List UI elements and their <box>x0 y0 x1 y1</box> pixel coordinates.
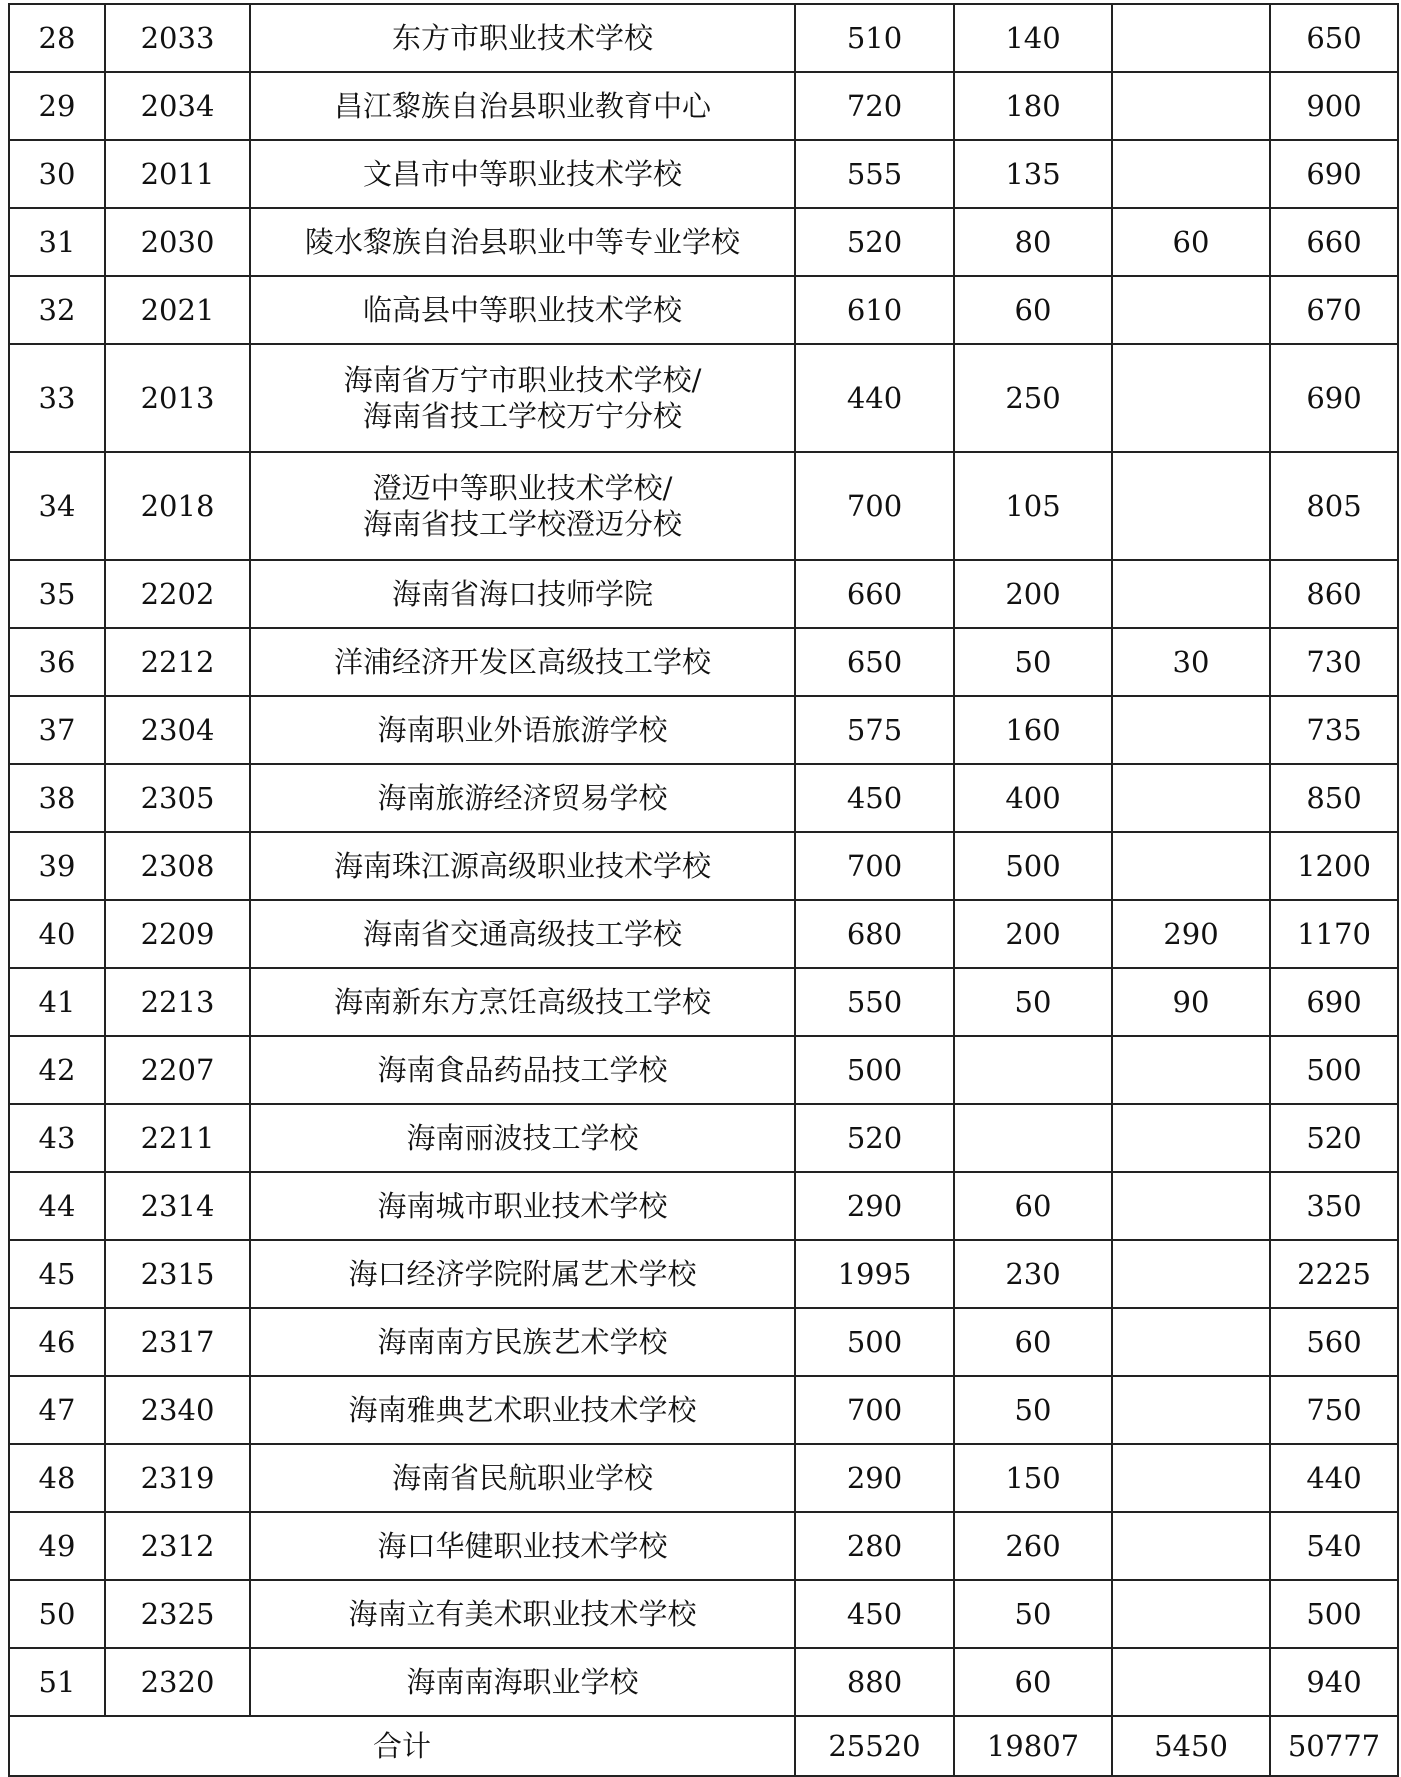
cell-total: 735 <box>1270 696 1398 764</box>
cell-value-b: 230 <box>954 1240 1112 1308</box>
table-row <box>9 968 1398 1036</box>
cell-value-b: 260 <box>954 1512 1112 1580</box>
school-name-line: 昌江黎族自治县职业教育中心 <box>333 88 711 123</box>
cell-school-code: 2013 <box>105 344 250 452</box>
cell-school-code: 2320 <box>105 1648 250 1716</box>
cell-index: 31 <box>9 208 105 276</box>
cell-value-c <box>1112 1240 1270 1308</box>
table-row <box>9 1648 1398 1716</box>
cell-value-c <box>1112 832 1270 900</box>
school-name-line: 海南省海口技师学院 <box>391 576 653 611</box>
cell-school-code: 2340 <box>105 1376 250 1444</box>
school-name-line: 海南丽波技工学校 <box>406 1120 639 1155</box>
cell-value-b: 105 <box>954 452 1112 560</box>
school-name-line: 洋浦经济开发区高级技工学校 <box>333 644 711 679</box>
enrollment-table <box>8 3 1399 1777</box>
cell-value-c <box>1112 1036 1270 1104</box>
summary-value-b: 19807 <box>954 1716 1112 1776</box>
summary-value-a: 25520 <box>795 1716 954 1776</box>
school-name-line: 海口华健职业技术学校 <box>377 1528 668 1563</box>
cell-school-name <box>250 1512 795 1580</box>
cell-school-code: 2213 <box>105 968 250 1036</box>
table-row <box>9 1036 1398 1104</box>
cell-school-name <box>250 1648 795 1716</box>
cell-value-c <box>1112 344 1270 452</box>
cell-value-b: 50 <box>954 1580 1112 1648</box>
cell-school-name <box>250 832 795 900</box>
cell-school-name <box>250 900 795 968</box>
table-row <box>9 140 1398 208</box>
table-row <box>9 1444 1398 1512</box>
cell-value-a: 450 <box>795 1580 954 1648</box>
cell-value-b: 50 <box>954 968 1112 1036</box>
school-name-line: 临高县中等职业技术学校 <box>362 292 682 327</box>
cell-index: 39 <box>9 832 105 900</box>
cell-total: 440 <box>1270 1444 1398 1512</box>
school-name-line: 海南南海职业学校 <box>406 1664 639 1699</box>
cell-index: 43 <box>9 1104 105 1172</box>
cell-school-code: 2308 <box>105 832 250 900</box>
cell-value-a: 450 <box>795 764 954 832</box>
cell-school-code: 2212 <box>105 628 250 696</box>
cell-school-name <box>250 208 795 276</box>
cell-school-name <box>250 1104 795 1172</box>
cell-value-a: 550 <box>795 968 954 1036</box>
cell-value-b: 60 <box>954 1172 1112 1240</box>
cell-value-c <box>1112 1512 1270 1580</box>
cell-total: 730 <box>1270 628 1398 696</box>
cell-value-b: 200 <box>954 560 1112 628</box>
cell-value-a: 290 <box>795 1172 954 1240</box>
cell-index: 38 <box>9 764 105 832</box>
cell-index: 40 <box>9 900 105 968</box>
cell-school-name <box>250 452 795 560</box>
cell-total: 520 <box>1270 1104 1398 1172</box>
cell-school-name <box>250 344 795 452</box>
summary-row <box>9 1716 1398 1776</box>
cell-total: 500 <box>1270 1036 1398 1104</box>
table-row <box>9 1308 1398 1376</box>
cell-total: 670 <box>1270 276 1398 344</box>
cell-index: 37 <box>9 696 105 764</box>
school-name-line: 海南食品药品技工学校 <box>377 1052 668 1087</box>
cell-index: 45 <box>9 1240 105 1308</box>
cell-school-name <box>250 1308 795 1376</box>
cell-index: 28 <box>9 4 105 72</box>
cell-value-c: 60 <box>1112 208 1270 276</box>
cell-school-code: 2033 <box>105 4 250 72</box>
table-row <box>9 764 1398 832</box>
cell-value-b: 60 <box>954 276 1112 344</box>
school-name-line: 澄迈中等职业技术学校/ <box>372 470 673 505</box>
table-row <box>9 900 1398 968</box>
cell-school-name <box>250 276 795 344</box>
cell-value-c <box>1112 4 1270 72</box>
cell-school-name <box>250 140 795 208</box>
cell-school-code: 2304 <box>105 696 250 764</box>
cell-index: 33 <box>9 344 105 452</box>
school-name-line: 海南珠江源高级职业技术学校 <box>333 848 711 883</box>
cell-value-a: 510 <box>795 4 954 72</box>
cell-value-a: 680 <box>795 900 954 968</box>
cell-value-b: 150 <box>954 1444 1112 1512</box>
cell-total: 850 <box>1270 764 1398 832</box>
cell-value-b: 200 <box>954 900 1112 968</box>
cell-total: 690 <box>1270 140 1398 208</box>
school-name-line: 海南立有美术职业技术学校 <box>348 1596 697 1631</box>
cell-value-a: 440 <box>795 344 954 452</box>
cell-value-c <box>1112 696 1270 764</box>
cell-value-c: 290 <box>1112 900 1270 968</box>
cell-value-c <box>1112 452 1270 560</box>
cell-value-b: 50 <box>954 628 1112 696</box>
cell-school-name <box>250 628 795 696</box>
cell-value-b: 160 <box>954 696 1112 764</box>
cell-school-code: 2034 <box>105 72 250 140</box>
cell-value-a: 520 <box>795 1104 954 1172</box>
cell-value-a: 500 <box>795 1308 954 1376</box>
cell-index: 51 <box>9 1648 105 1716</box>
cell-value-c <box>1112 1104 1270 1172</box>
table-row <box>9 832 1398 900</box>
table-row <box>9 4 1398 72</box>
cell-value-c <box>1112 276 1270 344</box>
cell-value-a: 520 <box>795 208 954 276</box>
school-name-line: 海南新东方烹饪高级技工学校 <box>333 984 711 1019</box>
cell-value-a: 575 <box>795 696 954 764</box>
cell-school-name <box>250 560 795 628</box>
school-name-line: 文昌市中等职业技术学校 <box>362 156 682 191</box>
cell-value-b: 400 <box>954 764 1112 832</box>
cell-school-code: 2325 <box>105 1580 250 1648</box>
cell-index: 32 <box>9 276 105 344</box>
cell-total: 750 <box>1270 1376 1398 1444</box>
cell-value-b <box>954 1036 1112 1104</box>
school-name-line: 海南省万宁市职业技术学校/ <box>343 362 702 397</box>
cell-value-b: 60 <box>954 1648 1112 1716</box>
school-name-line: 海南省技工学校澄迈分校 <box>362 507 682 541</box>
cell-index: 50 <box>9 1580 105 1648</box>
cell-index: 44 <box>9 1172 105 1240</box>
cell-index: 41 <box>9 968 105 1036</box>
cell-value-b: 80 <box>954 208 1112 276</box>
table-row <box>9 1376 1398 1444</box>
cell-value-a: 880 <box>795 1648 954 1716</box>
cell-value-a: 700 <box>795 452 954 560</box>
cell-index: 30 <box>9 140 105 208</box>
cell-school-name <box>250 72 795 140</box>
cell-value-c <box>1112 72 1270 140</box>
school-name-line: 海南城市职业技术学校 <box>377 1188 668 1223</box>
cell-value-b: 250 <box>954 344 1112 452</box>
cell-value-a: 700 <box>795 1376 954 1444</box>
cell-value-c <box>1112 140 1270 208</box>
cell-school-code: 2018 <box>105 452 250 560</box>
table-row <box>9 1512 1398 1580</box>
cell-value-a: 660 <box>795 560 954 628</box>
cell-value-b: 140 <box>954 4 1112 72</box>
cell-index: 47 <box>9 1376 105 1444</box>
cell-total: 900 <box>1270 72 1398 140</box>
cell-index: 29 <box>9 72 105 140</box>
cell-total: 1200 <box>1270 832 1398 900</box>
cell-value-b: 180 <box>954 72 1112 140</box>
school-name-line: 海南省技工学校万宁分校 <box>362 399 682 433</box>
school-name-line: 海南省交通高级技工学校 <box>362 916 682 951</box>
cell-school-code: 2319 <box>105 1444 250 1512</box>
cell-total: 350 <box>1270 1172 1398 1240</box>
table-row <box>9 344 1398 452</box>
cell-total: 2225 <box>1270 1240 1398 1308</box>
cell-total: 540 <box>1270 1512 1398 1580</box>
cell-value-c <box>1112 764 1270 832</box>
cell-value-a: 650 <box>795 628 954 696</box>
cell-school-code: 2317 <box>105 1308 250 1376</box>
cell-value-b: 135 <box>954 140 1112 208</box>
cell-school-name <box>250 1444 795 1512</box>
cell-school-code: 2207 <box>105 1036 250 1104</box>
cell-value-a: 700 <box>795 832 954 900</box>
table-row <box>9 208 1398 276</box>
table-row <box>9 560 1398 628</box>
school-name-line: 海南省民航职业学校 <box>391 1460 653 1495</box>
cell-school-code: 2312 <box>105 1512 250 1580</box>
cell-school-code: 2209 <box>105 900 250 968</box>
cell-value-a: 290 <box>795 1444 954 1512</box>
cell-value-a: 610 <box>795 276 954 344</box>
summary-value-c: 5450 <box>1112 1716 1270 1776</box>
table-row <box>9 1104 1398 1172</box>
table-row <box>9 1240 1398 1308</box>
cell-total: 690 <box>1270 344 1398 452</box>
cell-value-a: 555 <box>795 140 954 208</box>
table-row <box>9 72 1398 140</box>
cell-school-code: 2315 <box>105 1240 250 1308</box>
cell-school-code: 2202 <box>105 560 250 628</box>
cell-value-a: 720 <box>795 72 954 140</box>
cell-index: 49 <box>9 1512 105 1580</box>
cell-value-c <box>1112 1308 1270 1376</box>
cell-index: 36 <box>9 628 105 696</box>
school-name-line: 海南旅游经济贸易学校 <box>377 780 668 815</box>
cell-school-name <box>250 1240 795 1308</box>
cell-school-name <box>250 696 795 764</box>
cell-school-name <box>250 1036 795 1104</box>
cell-total: 1170 <box>1270 900 1398 968</box>
cell-total: 940 <box>1270 1648 1398 1716</box>
cell-value-c <box>1112 1648 1270 1716</box>
cell-school-code: 2030 <box>105 208 250 276</box>
summary-total: 50777 <box>1270 1716 1398 1776</box>
cell-school-name <box>250 764 795 832</box>
school-name-line: 海南雅典艺术职业技术学校 <box>348 1392 697 1427</box>
cell-school-name <box>250 968 795 1036</box>
table-row <box>9 696 1398 764</box>
table-row <box>9 628 1398 696</box>
cell-index: 42 <box>9 1036 105 1104</box>
cell-value-c <box>1112 1444 1270 1512</box>
summary-label: 合计 <box>9 1716 795 1776</box>
school-name-line: 海南南方民族艺术学校 <box>377 1324 668 1359</box>
cell-school-code: 2314 <box>105 1172 250 1240</box>
cell-value-b: 50 <box>954 1376 1112 1444</box>
table-row <box>9 1172 1398 1240</box>
cell-school-name <box>250 1172 795 1240</box>
cell-total: 805 <box>1270 452 1398 560</box>
school-name-line: 陵水黎族自治县职业中等专业学校 <box>304 224 740 259</box>
cell-school-name <box>250 1580 795 1648</box>
cell-school-code: 2021 <box>105 276 250 344</box>
cell-index: 34 <box>9 452 105 560</box>
cell-value-a: 280 <box>795 1512 954 1580</box>
table-row <box>9 1580 1398 1648</box>
cell-value-c: 30 <box>1112 628 1270 696</box>
cell-index: 46 <box>9 1308 105 1376</box>
cell-index: 35 <box>9 560 105 628</box>
cell-school-name <box>250 1376 795 1444</box>
school-name-line: 东方市职业技术学校 <box>391 20 653 55</box>
cell-value-c <box>1112 560 1270 628</box>
cell-total: 650 <box>1270 4 1398 72</box>
cell-value-a: 1995 <box>795 1240 954 1308</box>
cell-school-name <box>250 4 795 72</box>
cell-value-c <box>1112 1376 1270 1444</box>
cell-total: 560 <box>1270 1308 1398 1376</box>
cell-index: 48 <box>9 1444 105 1512</box>
cell-total: 500 <box>1270 1580 1398 1648</box>
cell-school-code: 2011 <box>105 140 250 208</box>
cell-total: 860 <box>1270 560 1398 628</box>
cell-total: 660 <box>1270 208 1398 276</box>
table-row <box>9 276 1398 344</box>
cell-total: 690 <box>1270 968 1398 1036</box>
table-body <box>9 4 1398 1776</box>
school-name-line: 海南职业外语旅游学校 <box>377 712 668 747</box>
cell-school-code: 2211 <box>105 1104 250 1172</box>
table-row <box>9 452 1398 560</box>
cell-value-c: 90 <box>1112 968 1270 1036</box>
cell-school-code: 2305 <box>105 764 250 832</box>
cell-value-b: 500 <box>954 832 1112 900</box>
cell-value-c <box>1112 1172 1270 1240</box>
school-name-line: 海口经济学院附属艺术学校 <box>348 1256 697 1291</box>
cell-value-c <box>1112 1580 1270 1648</box>
cell-value-b <box>954 1104 1112 1172</box>
cell-value-b: 60 <box>954 1308 1112 1376</box>
cell-value-a: 500 <box>795 1036 954 1104</box>
